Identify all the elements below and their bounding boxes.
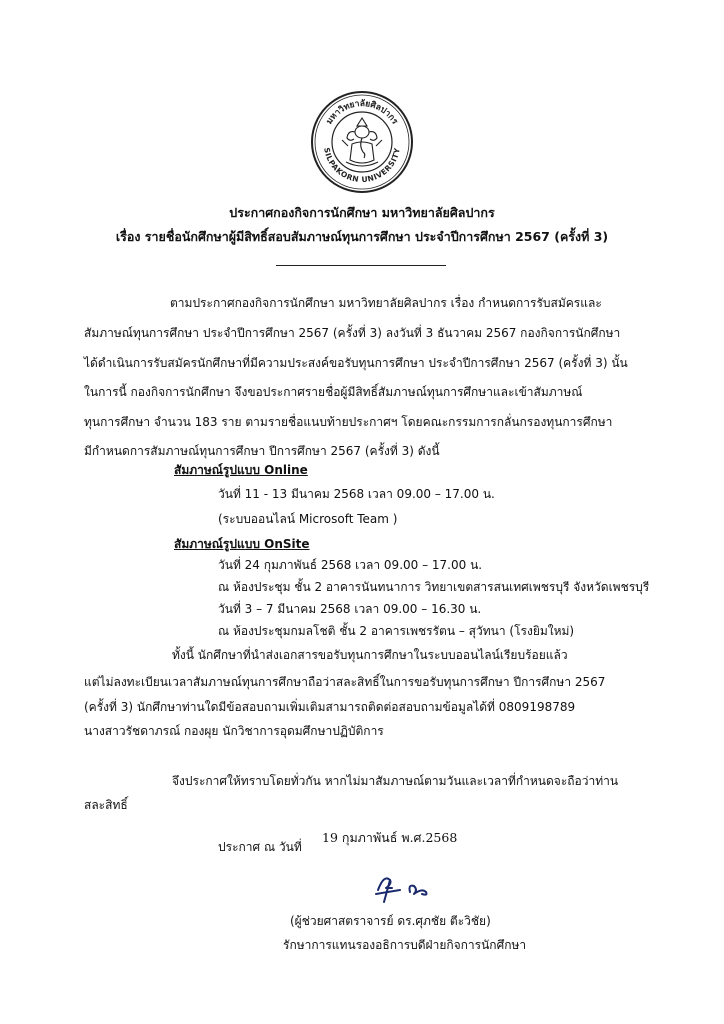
paragraph-3-line: จึงประกาศให้ทราบโดยทั่วกัน หากไม่มาสัมภาษณ์ตามวันและเวลาที่กำหนดจะถือว่าท่าน — [172, 774, 619, 788]
paragraph-2-line: นางสาวรัชดาภรณ์ กองผุย นักวิชาการอุดมศึกษาปฏิบัติการ — [84, 724, 384, 738]
online-platform: (ระบบออนไลน์ Microsoft Team ) — [218, 512, 398, 526]
paragraph-1-line: สัมภาษณ์ทุนการศึกษา ประจำปีการศึกษา 2567 (ครั้งที่ 3) ลงวันที่ 3 ธันวาคม 2567 กองกิจการนักศึกษา — [84, 326, 621, 340]
onsite-venue-2: ณ ห้องประชุมกมลโชติ ชั้น 2 อาคารเพชรรัตน – สุวัทนา (โรงยิมใหม่) — [218, 624, 575, 638]
paragraph-1-line: ได้ดำเนินการรับสมัครนักศึกษาที่มีความประสงค์ขอรับทุนการศึกษา ประจำปีการศึกษา 2567 (ครั้งที่ 3) นั้น — [84, 356, 628, 370]
onsite-date-line-2: วันที่ 3 – 7 มีนาคม 2568 เวลา 09.00 – 16.30 น. — [218, 602, 482, 616]
paragraph-2-line: แต่ไม่ลงทะเบียนเวลาสัมภาษณ์ทุนการศึกษาถือว่าสละสิทธิ์ในการขอรับทุนการศึกษา ปีการศึกษา 2567 — [84, 675, 606, 689]
university-seal-logo — [310, 90, 414, 194]
paragraph-1-line: ทุนการศึกษา จำนวน 183 ราย ตามรายชื่อแนบท้ายประกาศฯ โดยคณะกรรมการกลั่นกรองทุนการศึกษา — [84, 415, 613, 429]
announce-date-value: 19 กุมภาพันธ์ พ.ศ.2568 — [322, 830, 458, 845]
handwritten-signature — [370, 870, 440, 904]
announcement-subject: เรื่อง รายชื่อนักศึกษาผู้มีสิทธิ์สอบสัมภาษณ์ทุนการศึกษา ประจำปีการศึกษา 2567 (ครั้งที่ 3) — [115, 229, 609, 244]
online-date-line: วันที่ 11 - 13 มีนาคม 2568 เวลา 09.00 – 17.00 น. — [218, 487, 495, 501]
paragraph-2-line: (ครั้งที่ 3) นักศึกษาท่านใดมีข้อสอบถามเพิ่มเติมสามารถติดต่อสอบถามข้อมูลได้ที่ 0809198789 — [84, 700, 576, 714]
seal-text-top: มหาวิทยาลัยศิลปากร — [324, 98, 400, 127]
signatory-name: (ผู้ช่วยศาสตราจารย์ ดร.ศุภชัย ตีะวิชัย) — [290, 914, 491, 928]
paragraph-3-line: สละสิทธิ์ — [84, 798, 128, 812]
announcement-title: ประกาศกองกิจการนักศึกษา มหาวิทยาลัยศิลปากร — [229, 205, 495, 220]
announce-date-label: ประกาศ ณ วันที่ — [218, 840, 302, 854]
seal-text-bottom: SILPAKORN UNIVERSITY — [322, 146, 402, 185]
onsite-date-line-1: วันที่ 24 กุมภาพันธ์ 2568 เวลา 09.00 – 17.00 น. — [218, 558, 483, 572]
paragraph-1-line: มีกำหนดการสัมภาษณ์ทุนการศึกษา ปีการศึกษา 2567 (ครั้งที่ 3) ดังนี้ — [84, 444, 440, 458]
onsite-heading: สัมภาษณ์รูปแบบ OnSite — [174, 537, 310, 551]
onsite-venue-1: ณ ห้องประชุม ชั้น 2 อาคารนันทนาการ วิทยาเขตสารสนเทศเพชรบุรี จังหวัดเพชรบุรี — [218, 580, 650, 594]
online-heading: สัมภาษณ์รูปแบบ Online — [174, 463, 308, 477]
paragraph-2-line: ทั้งนี้ นักศึกษาที่นำส่งเอกสารขอรับทุนการศึกษาในระบบออนไลน์เรียบร้อยแล้ว — [172, 648, 568, 662]
signatory-position: รักษาการแทนรองอธิการบดีฝ่ายกิจการนักศึกษา — [283, 938, 527, 952]
paragraph-1-line: ตามประกาศกองกิจการนักศึกษา มหาวิทยาลัยศิลปากร เรื่อง กำหนดการรับสมัครและ — [170, 296, 602, 310]
title-divider — [276, 265, 446, 266]
paragraph-1-line: ในการนี้ กองกิจการนักศึกษา จึงขอประกาศรายชื่อผู้มีสิทธิ์สัมภาษณ์ทุนการศึกษาและเข้าสัมภาษณ์ — [84, 385, 583, 399]
